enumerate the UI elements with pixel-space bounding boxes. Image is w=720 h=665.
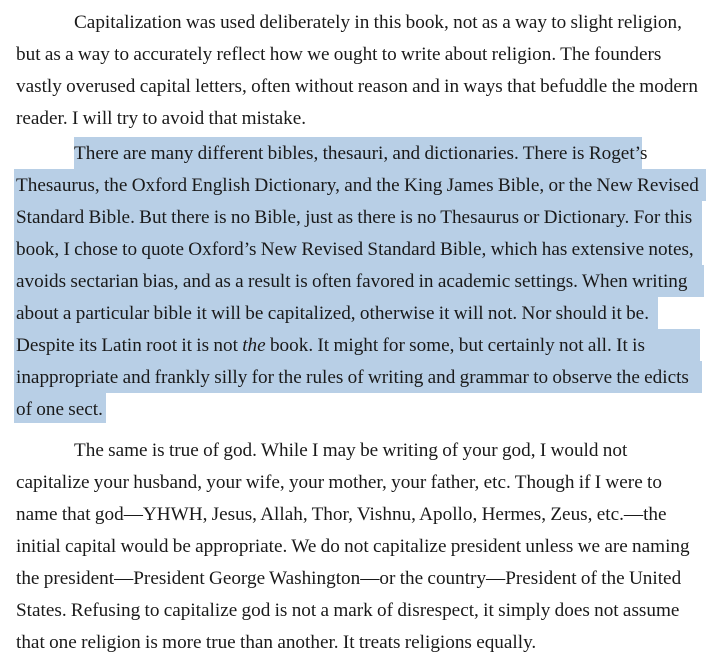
text-line: initial capital would be appropriate. We do not capitalize president unless we are naming: [16, 536, 690, 557]
text-line: Standard Bible. But there is no Bible, just as there is no Thesaurus or Dictionary. For this: [16, 207, 693, 228]
text-line: avoids sectarian bias, and as a result is often favored in academic settings. When writing: [16, 271, 688, 292]
italic-text: the: [242, 335, 266, 356]
text-run: book. It might for some, but certainly not all. It is: [265, 335, 645, 356]
text-line: capitalize your husband, your wife, your mother, your father, etc. Though if I were to: [16, 472, 662, 493]
text-line: The same is true of god. While I may be writing of your god, I would not: [74, 440, 628, 461]
text-line: reader. I will try to avoid that mistake.: [16, 108, 307, 129]
text-line: Capitalization was used deliberately in this book, not as a way to slight religion,: [74, 12, 682, 33]
text-line: of one sect.: [16, 399, 103, 420]
text-line: name that god—YHWH, Jesus, Allah, Thor, Vishnu, Apollo, Hermes, Zeus, etc.—the: [16, 504, 667, 525]
text-line: vastly overused capital letters, often without reason and in ways that befuddle the modern: [16, 76, 698, 97]
text-line: the president—President George Washington—or the country—President of the United: [16, 568, 682, 589]
text-line: but as a way to accurately reflect how we ought to write about religion. The founders: [16, 44, 662, 65]
text-line: [16, 332, 645, 359]
text-line: There are many different bibles, thesauri, and dictionaries. There is Roget’s: [74, 143, 648, 164]
text-line: States. Refusing to capitalize god is not a mark of disrespect, it simply does not assume: [16, 600, 680, 621]
text-run: Despite its Latin root it is not: [16, 335, 243, 356]
text-line: book, I chose to quote Oxford’s New Revised Standard Bible, which has extensive notes,: [16, 239, 694, 260]
text-line: Thesaurus, the Oxford English Dictionary, and the King James Bible, or the New Revised: [16, 175, 699, 196]
text-line: about a particular bible it will be capitalized, otherwise it will not. Nor should it be.: [16, 303, 649, 324]
text-line: that one religion is more true than another. It treats religions equally.: [16, 632, 537, 653]
text-line: inappropriate and frankly silly for the rules of writing and grammar to observe the edicts: [16, 367, 689, 388]
